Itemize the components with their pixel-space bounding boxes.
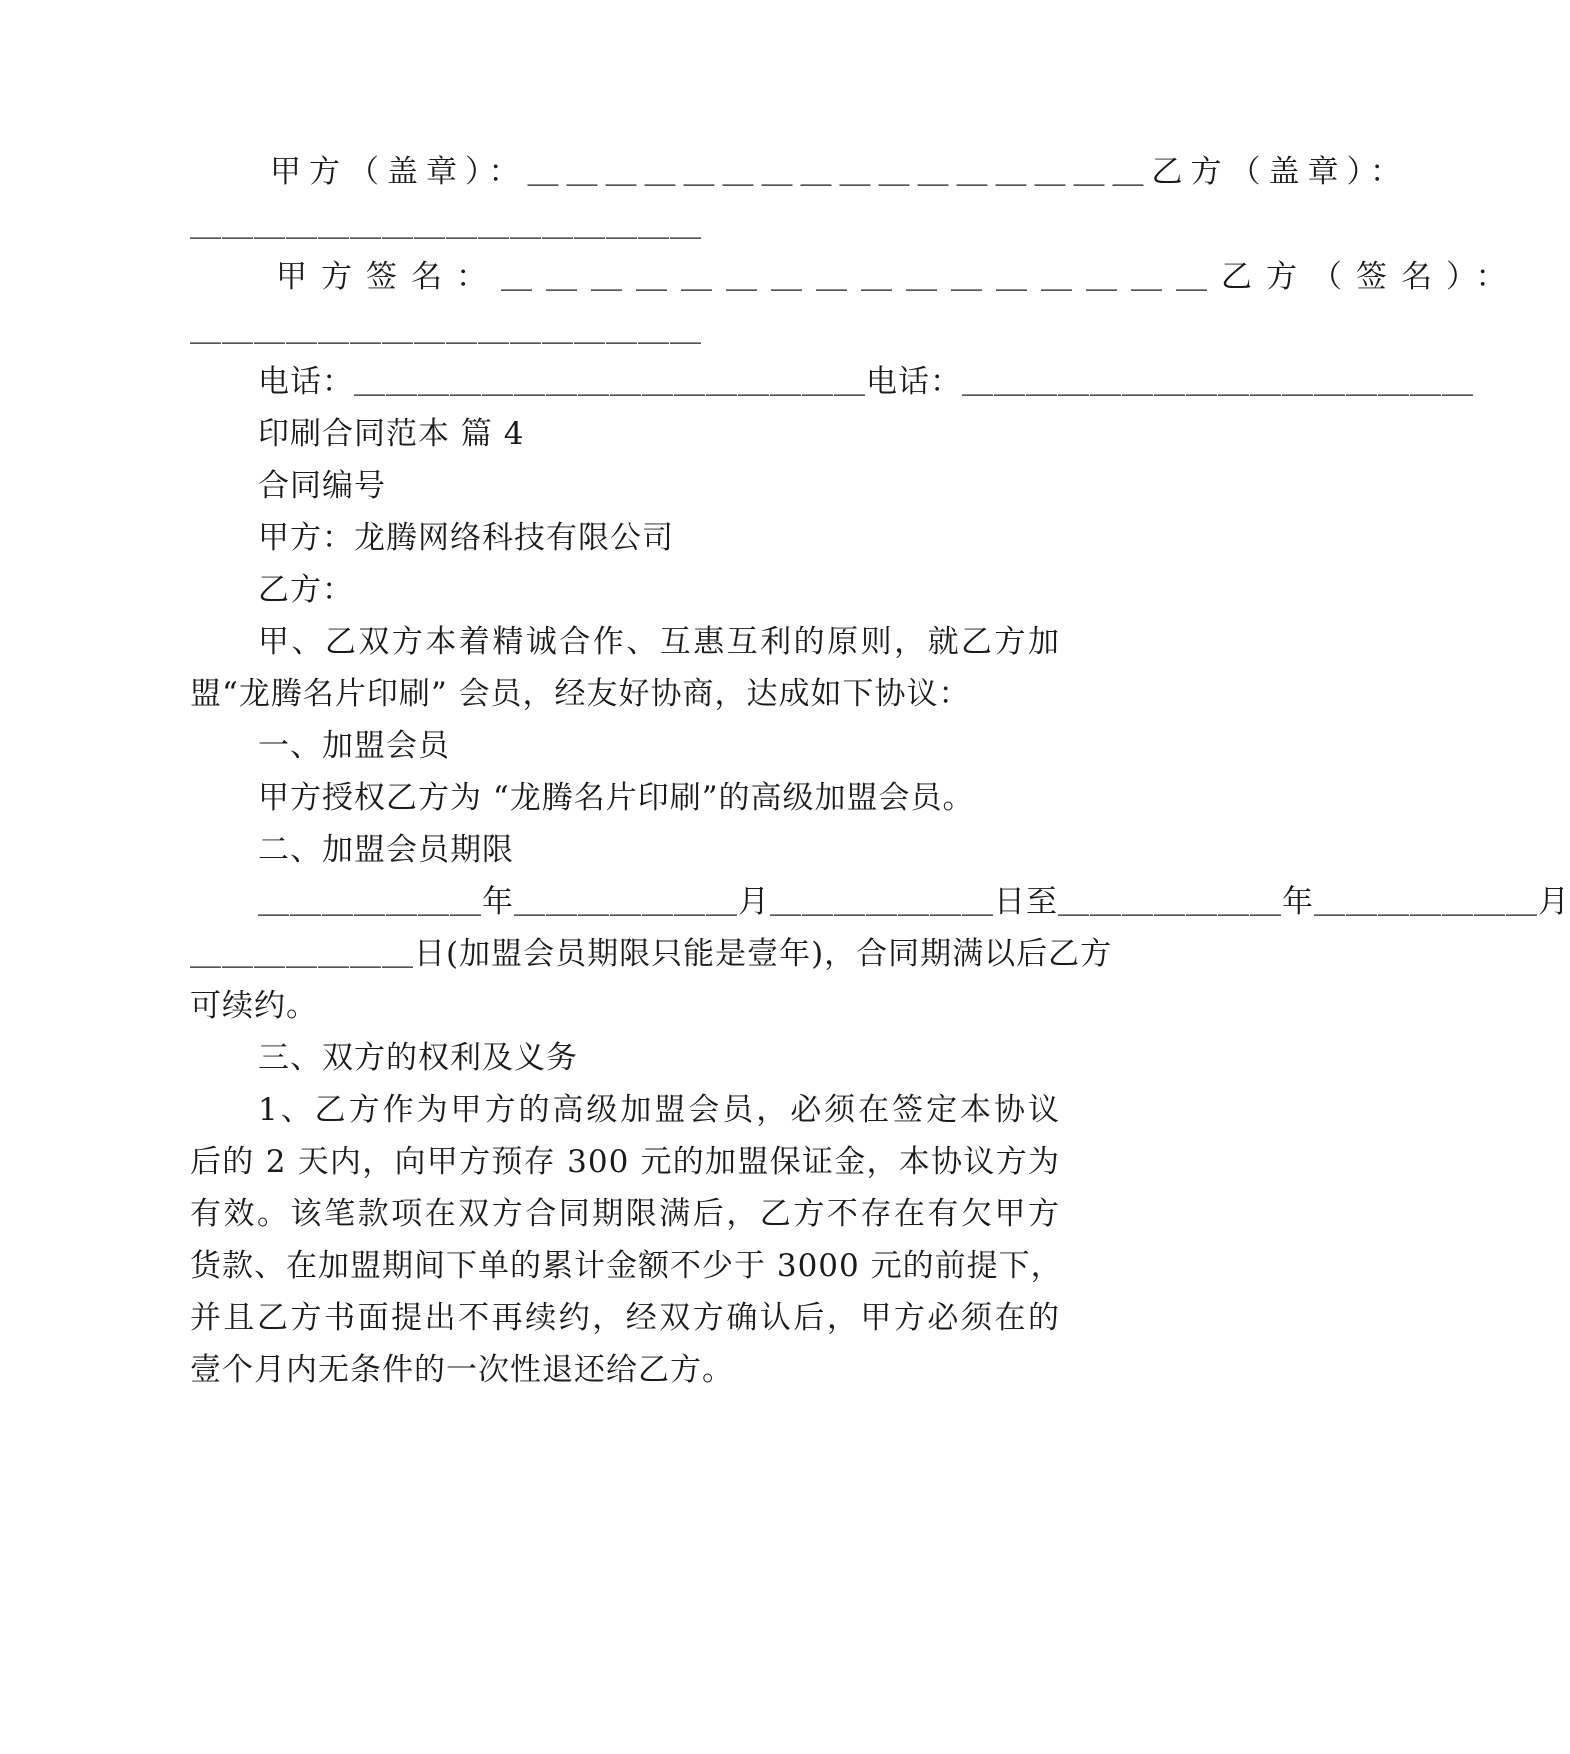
intro-line-1: 甲、乙双方本着精诚合作、互惠互利的原则，就乙方加 [258,624,1060,660]
intro-line-2: 盟“龙腾名片印刷” 会员，经友好协商，达成如下协议： [190,676,971,712]
clause2-text-line-3: 可续约。 [190,988,318,1024]
clause2-text-line-2: ＿＿＿＿＿＿＿日(加盟会员期限只能是壹年)，合同期满以后乙方 [190,936,1113,972]
clause3-item1-line-5: 并且乙方书面提出不再续约，经双方确认后，甲方必须在的 [190,1300,1060,1336]
signature-party-b-seal-blank: ＿＿＿＿＿＿＿＿＿＿＿＿＿＿＿＿ [190,207,702,243]
clause1-title: 一、加盟会员 [258,728,450,764]
party-b: 乙方： [258,572,354,608]
signature-phone: 电话：＿＿＿＿＿＿＿＿＿＿＿＿＿＿＿＿电话：＿＿＿＿＿＿＿＿＿＿＿＿＿＿＿＿ [258,364,1474,400]
clause3-item1-line-2: 后的 2 天内，向甲方预存 300 元的加盟保证金，本协议方为 [190,1144,1060,1180]
contract-number-label: 合同编号 [258,468,386,504]
clause2-title: 二、加盟会员期限 [258,832,514,868]
clause2-text-line-1: ＿＿＿＿＿＿＿年＿＿＿＿＿＿＿月＿＿＿＿＿＿＿日至＿＿＿＿＿＿＿年＿＿＿＿＿＿＿月 [258,884,1570,920]
signature-party-a-seal: 甲方（盖章）：＿＿＿＿＿＿＿＿＿＿＿＿＿＿＿＿乙方（盖章）： [270,154,1409,190]
clause3-item1-line-4: 货款、在加盟期间下单的累计金额不少于 3000 元的前提下， [190,1248,1063,1284]
signature-party-a-name: 甲方签名：＿＿＿＿＿＿＿＿＿＿＿＿＿＿＿＿乙方（签名）： [276,259,1521,295]
clause3-item1-line-3: 有效。该笔款项在双方合同期限满后，乙方不存在有欠甲方 [190,1196,1060,1232]
clause3-title: 三、双方的权利及义务 [258,1040,578,1076]
party-a: 甲方：龙腾网络科技有限公司 [258,520,674,556]
clause3-item1-line-6: 壹个月内无条件的一次性退还给乙方。 [190,1352,734,1388]
section-title: 印刷合同范本 篇 4 [258,416,525,452]
clause1-text: 甲方授权乙方为 “龙腾名片印刷”的高级加盟会员。 [258,780,975,816]
signature-party-b-name-blank: ＿＿＿＿＿＿＿＿＿＿＿＿＿＿＿＿ [190,312,702,348]
clause3-item1-line-1: 1、乙方作为甲方的高级加盟会员，必须在签定本协议 [258,1092,1060,1128]
